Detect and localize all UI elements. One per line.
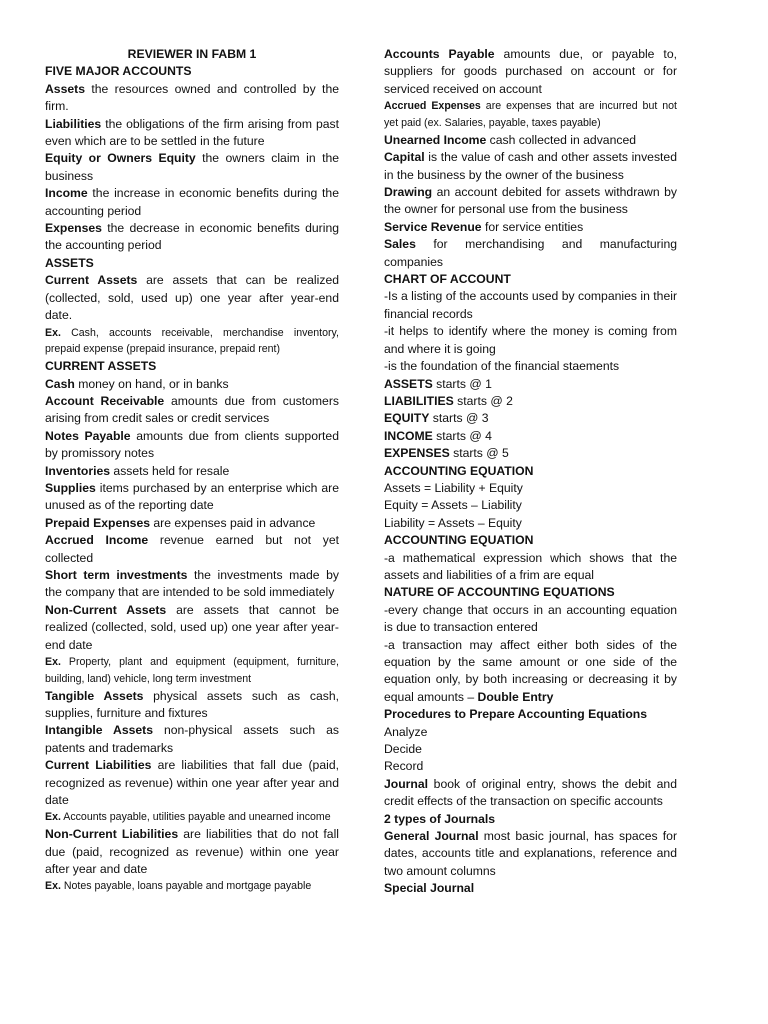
definition-text: the investments made by the company that are intended to be sold immediately — [45, 567, 339, 600]
definition-text: most basic journal, has spaces for dates, accounts title and explanations, reference and two amount columns — [384, 829, 678, 878]
term: Ex. — [45, 656, 61, 668]
definition-paragraph — [384, 184, 677, 219]
definition-text: physical assets such as cash, supplies, furniture and fixtures — [45, 688, 339, 720]
section-heading — [384, 584, 677, 601]
section-heading — [384, 706, 677, 723]
section-heading — [384, 880, 677, 897]
definition-paragraph — [45, 480, 339, 515]
heading-text: ACCOUNTING EQUATION — [384, 463, 534, 478]
definition-text: Property, plant and equipment (equipment, furniture, building, land) vehicle, long term investment — [45, 656, 339, 685]
definition-text: assets held for resale — [110, 463, 230, 478]
definition-text: starts @ 4 — [432, 428, 492, 443]
term: Current Assets — [45, 273, 138, 288]
left-column — [45, 46, 339, 895]
section-heading — [384, 463, 677, 480]
definition-text: are expenses that are incurred but not yet paid (ex. Salaries, payable, taxes payable) — [384, 100, 677, 130]
definition-paragraph — [45, 325, 339, 359]
term: ASSETS — [384, 376, 433, 391]
definition-text: for service entities — [481, 219, 584, 234]
term: Assets — [45, 81, 85, 96]
definition-text: the resources owned and controlled by the firm. — [45, 81, 339, 114]
definition-paragraph — [384, 724, 677, 741]
definition-paragraph — [45, 116, 339, 151]
term: Short term investments — [45, 567, 188, 582]
term: Journal — [384, 776, 429, 791]
definition-text: are liabilities that fall due (paid, recognized as revenue) within one year after year and date — [45, 758, 339, 808]
definition-text: for merchandising and manufacturing companies — [384, 237, 677, 269]
term: EXPENSES — [384, 446, 450, 461]
heading-text: Special Journal — [384, 881, 475, 896]
definition-text: Analyze — [384, 724, 428, 739]
term: Ex. — [45, 811, 61, 824]
emphasis-text: Double Entry — [477, 689, 554, 704]
definition-text: the obligations of the firm arising from past even which are to be settled in the future — [45, 116, 339, 149]
definition-text: non-physical assets such as patents and trademarks — [45, 723, 339, 755]
definition-text: Cash, accounts receivable, merchandise inventory, prepaid expense (prepaid insurance, prepaid rent) — [45, 326, 339, 356]
definition-text: Assets = Liability + Equity — [384, 480, 523, 495]
definition-text: -a mathematical expression which shows that the assets and liabilities of a frim are equal — [384, 550, 677, 582]
definition-paragraph — [45, 826, 339, 878]
term: Drawing — [384, 185, 433, 200]
definition-paragraph — [384, 288, 677, 323]
term: Account Receivable — [45, 393, 165, 408]
term: LIABILITIES — [384, 393, 454, 408]
heading-text: CHART OF ACCOUNT — [384, 272, 511, 287]
term: Unearned Income — [384, 132, 487, 147]
heading-text: 2 types of Journals — [384, 811, 496, 826]
definition-paragraph — [384, 428, 677, 445]
heading-text: NATURE OF ACCOUNTING EQUATIONS — [384, 585, 615, 600]
term: Non-Current Liabilities — [45, 827, 179, 842]
definition-text: starts @ 5 — [449, 446, 509, 461]
definition-text: -it helps to identify where the money is coming from and where it is going — [384, 324, 677, 356]
definition-paragraph — [384, 46, 677, 98]
term: Intangible Assets — [45, 723, 154, 738]
definition-paragraph — [45, 81, 339, 116]
definition-text: starts @ 2 — [453, 393, 513, 408]
term: Non-Current Assets — [45, 602, 167, 617]
term: Inventories — [45, 463, 111, 478]
definition-text: -a transaction may affect either both sides of the equation by the same amount or one side of the equation only, by both increasing or decreasing it by equal amounts – — [384, 637, 677, 704]
term: Accounts Payable — [384, 47, 495, 61]
definition-text: book of original entry, shows the debit and credit effects of the transaction on specific accounts — [384, 776, 677, 809]
definition-text: amounts due from customers arising from credit sales or credit services — [45, 393, 339, 426]
term: Sales — [384, 237, 416, 252]
heading-text: CURRENT ASSETS — [45, 359, 157, 374]
definition-paragraph — [45, 722, 339, 757]
definition-text: items purchased by an enterprise which are unused as of the reporting date — [45, 480, 339, 513]
definition-paragraph — [384, 236, 677, 271]
definition-text: Equity = Assets – Liability — [384, 498, 522, 513]
section-heading — [45, 358, 339, 375]
term: Prepaid Expenses — [45, 515, 150, 530]
definition-paragraph — [45, 150, 339, 185]
definition-paragraph — [384, 515, 677, 532]
definition-text: -Is a listing of the accounts used by companies in their financial records — [384, 289, 677, 321]
definition-text: -every change that occurs in an accounting equation is due to transaction entered — [384, 602, 677, 635]
definition-paragraph — [384, 358, 677, 375]
definition-text: the owners claim in the business — [45, 151, 340, 183]
term: Notes Payable — [45, 428, 131, 443]
definition-text: money on hand, or in banks — [74, 376, 229, 391]
section-heading — [45, 46, 339, 63]
definition-paragraph — [384, 219, 677, 236]
definition-paragraph — [45, 809, 339, 826]
definition-text: revenue earned but not yet collected — [45, 533, 339, 565]
term: EQUITY — [384, 411, 430, 426]
heading-text: Procedures to Prepare Accounting Equations — [384, 707, 647, 722]
definition-text: starts @ 3 — [429, 411, 489, 426]
section-heading — [384, 271, 677, 288]
heading-text: FIVE MAJOR ACCOUNTS — [45, 64, 192, 79]
right-column — [384, 46, 677, 898]
term: Accrued Expenses — [384, 100, 481, 113]
definition-paragraph — [384, 149, 677, 184]
definition-text: Accounts payable, utilities payable and unearned income — [60, 811, 331, 824]
term: Current Liabilities — [45, 758, 152, 773]
term: Supplies — [45, 480, 96, 495]
definition-paragraph — [384, 393, 677, 410]
term: General Journal — [384, 829, 479, 844]
heading-text: ACCOUNTING EQUATION — [384, 533, 534, 548]
section-heading — [384, 532, 677, 549]
term: Ex. — [45, 880, 61, 893]
definition-paragraph — [45, 428, 339, 463]
section-heading — [384, 811, 677, 828]
definition-paragraph — [384, 410, 677, 427]
definition-text: amounts due from clients supported by promissory notes — [45, 428, 339, 461]
term: Tangible Assets — [45, 688, 144, 703]
definition-paragraph — [384, 602, 677, 637]
definition-text: are expenses paid in advance — [150, 515, 316, 530]
heading-text: ASSETS — [45, 255, 94, 270]
definition-paragraph — [45, 393, 339, 428]
definition-paragraph — [384, 828, 677, 880]
term: Liabilities — [45, 116, 102, 131]
definition-paragraph — [384, 98, 677, 132]
term: INCOME — [384, 428, 433, 443]
definition-paragraph — [384, 758, 677, 775]
definition-paragraph — [45, 220, 339, 255]
definition-paragraph — [45, 602, 339, 654]
definition-paragraph — [384, 445, 677, 462]
term: Service Revenue — [384, 219, 482, 234]
definition-text: the decrease in economic benefits during the accounting period — [45, 221, 339, 253]
term: Expenses — [45, 221, 102, 236]
definition-paragraph — [45, 185, 339, 220]
definition-text: starts @ 1 — [432, 376, 492, 391]
section-heading — [45, 255, 339, 272]
definition-text: amounts due, or payable to, suppliers for goods purchased on account or for serviced received on account — [384, 47, 677, 96]
definition-paragraph — [384, 776, 677, 811]
term: Ex. — [45, 326, 61, 339]
term: Cash — [45, 376, 75, 391]
definition-paragraph — [384, 323, 677, 358]
definition-paragraph — [384, 497, 677, 514]
definition-text: Liability = Assets – Equity — [384, 515, 522, 530]
definition-paragraph — [384, 741, 677, 758]
definition-paragraph — [45, 567, 339, 602]
definition-paragraph — [45, 463, 339, 480]
definition-text: an account debited for assets withdrawn by the owner for personal use from the business — [384, 185, 677, 217]
definition-text: Decide — [384, 742, 422, 757]
definition-paragraph — [45, 688, 339, 723]
definition-paragraph — [384, 480, 677, 497]
definition-paragraph — [384, 550, 677, 585]
definition-text: -is the foundation of the financial staements — [384, 359, 620, 374]
term: Capital — [384, 150, 425, 165]
definition-text: are liabilities that do not fall due (paid, recognized as revenue) within one year after year and date — [45, 827, 339, 877]
definition-paragraph — [45, 515, 339, 532]
definition-paragraph — [384, 376, 677, 393]
definition-paragraph — [45, 757, 339, 809]
definition-text: cash collected in advanced — [486, 132, 637, 147]
definition-text: Notes payable, loans payable and mortgage payable — [60, 880, 312, 893]
definition-paragraph — [45, 878, 339, 895]
heading-text: REVIEWER IN FABM 1 — [127, 47, 257, 61]
definition-text: is the value of cash and other assets invested in the business by the owner of the business — [384, 150, 677, 182]
definition-paragraph — [45, 376, 339, 393]
definition-text: are assets that can be realized (collected, sold, used up) one year after year-end date. — [45, 273, 339, 323]
definition-paragraph — [45, 654, 339, 688]
term: Income — [45, 186, 88, 201]
term: Accrued Income — [45, 533, 149, 548]
term: Equity or Owners Equity — [45, 151, 196, 166]
definition-paragraph — [45, 532, 339, 567]
section-heading — [45, 63, 339, 80]
definition-paragraph — [384, 637, 677, 707]
definition-text: Record — [384, 759, 424, 774]
definition-text: the increase in economic benefits during the accounting period — [45, 186, 339, 218]
definition-paragraph — [384, 132, 677, 149]
definition-paragraph — [45, 272, 339, 324]
definition-text: are assets that cannot be realized (collected, sold, used up) one year after year-end date — [45, 602, 339, 652]
